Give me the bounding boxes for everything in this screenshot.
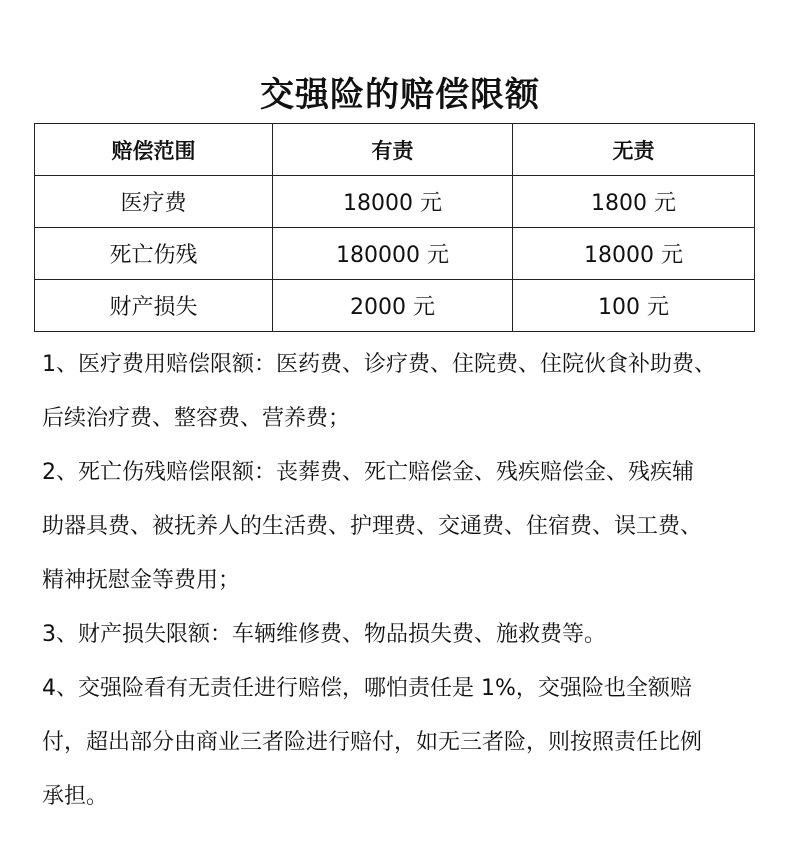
note-line: 2、死亡伤残赔偿限额：丧葬费、死亡赔偿金、残疾赔偿金、残疾辅: [42, 460, 694, 485]
note-death-disability: [42, 446, 762, 608]
header-cell-scope: 赔偿范围: [35, 124, 273, 176]
note-line: 4、交强险看有无责任进行赔偿，哪怕责任是 1%，交强险也全额赔: [42, 676, 692, 701]
note-line: 精神抚慰金等费用；: [42, 568, 241, 593]
table-row: [35, 280, 755, 332]
note-line: 承担。: [42, 784, 109, 809]
table-cell: 18000 元: [273, 176, 513, 228]
note-line: 1、医疗费用赔偿限额：医药费、诊疗费、住院费、住院伙食补助费、: [42, 352, 716, 377]
table-cell: 180000 元: [273, 228, 513, 280]
notes-section: [42, 338, 762, 824]
note-liability-rule: [42, 662, 762, 824]
note-property-loss: [42, 608, 762, 662]
table-row: [35, 176, 755, 228]
table-header-row: [35, 124, 755, 176]
note-line: 助器具费、被抚养人的生活费、护理费、交通费、住宿费、误工费、: [42, 514, 703, 539]
table-cell: 100 元: [513, 280, 755, 332]
table-cell: 2000 元: [273, 280, 513, 332]
compensation-limits-table: [34, 123, 755, 332]
table-cell: 医疗费: [35, 176, 273, 228]
table-cell: 财产损失: [35, 280, 273, 332]
note-line: 3、财产损失限额：车辆维修费、物品损失费、施救费等。: [42, 622, 606, 647]
table-cell: 18000 元: [513, 228, 755, 280]
page-title: 交强险的赔偿限额: [260, 75, 540, 115]
note-medical: [42, 338, 762, 446]
table-cell: 1800 元: [513, 176, 755, 228]
header-cell-liable: 有责: [273, 124, 513, 176]
table-cell: 死亡伤残: [35, 228, 273, 280]
table-row: [35, 228, 755, 280]
header-cell-not-liable: 无责: [513, 124, 755, 176]
note-line: 后续治疗费、整容费、营养费；: [42, 406, 351, 431]
note-line: 付，超出部分由商业三者险进行赔付，如无三者险，则按照责任比例: [42, 730, 703, 755]
